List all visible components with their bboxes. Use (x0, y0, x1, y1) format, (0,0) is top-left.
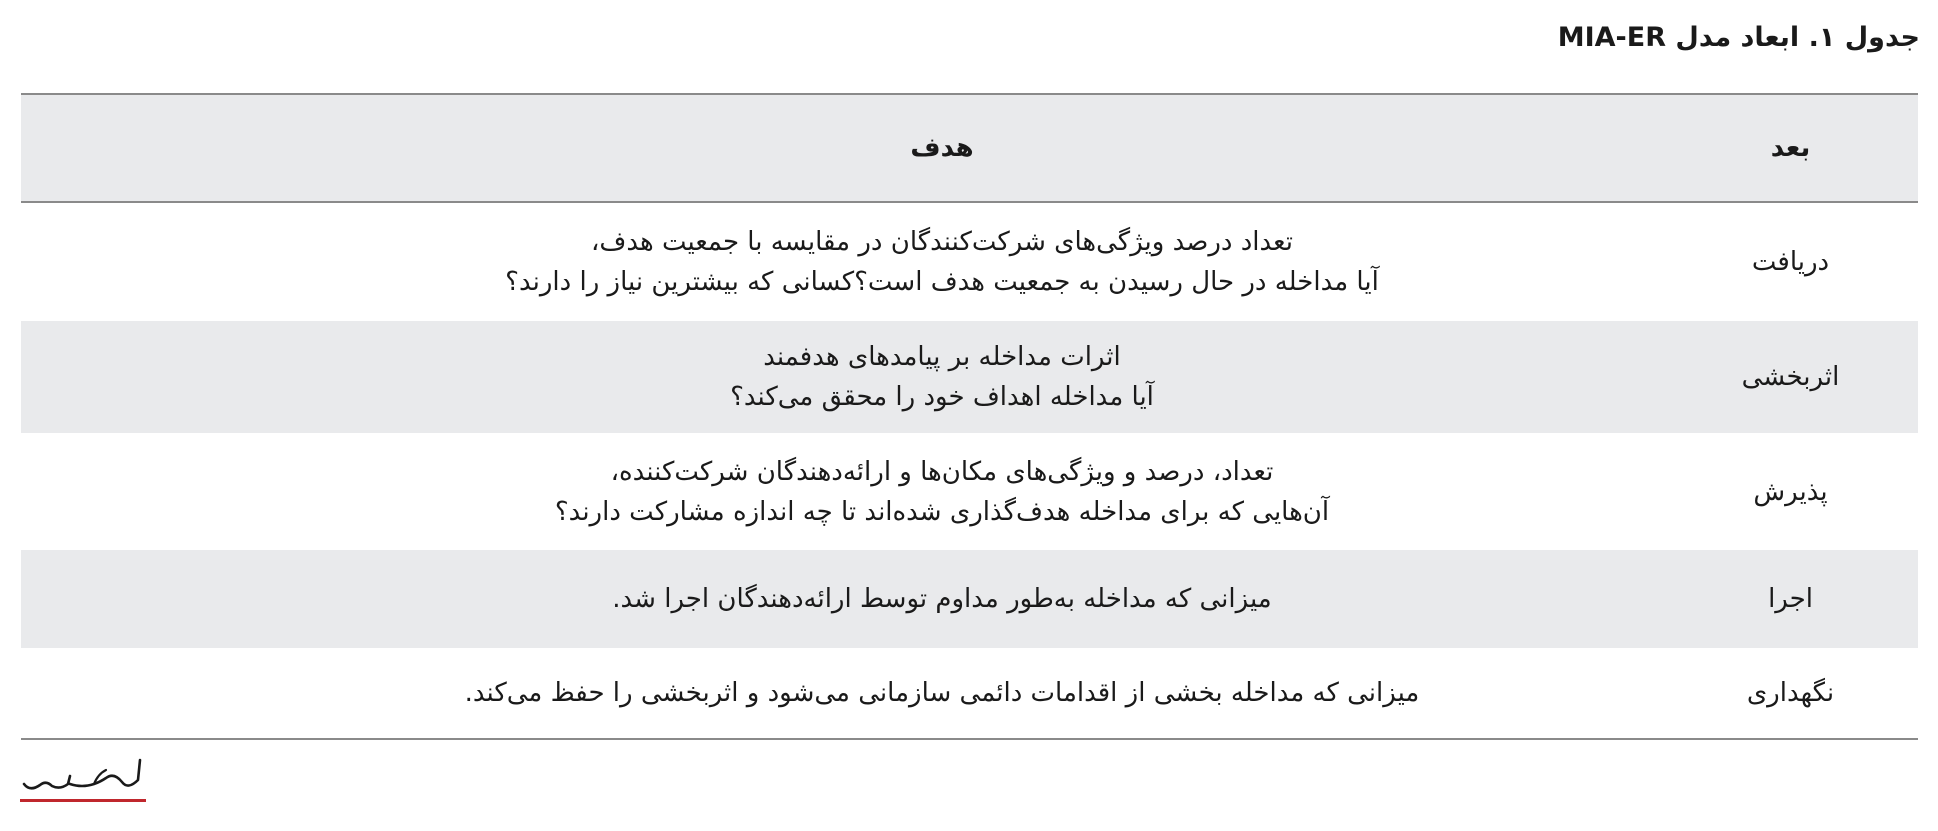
dimension-cell: نگهداری (1746, 678, 1835, 708)
goal-cell (21, 452, 1663, 532)
goal-line: تعداد، درصد و ویژگی‌های مکان‌ها و ارائه‌دهندگان شرکت‌کننده، (610, 456, 1274, 487)
goal-line: آیا مداخله در حال رسیدن به جمعیت هدف است؟کسانی که بیشترین نیاز را دارند؟ (505, 267, 1379, 297)
goal-line: میزانی که مداخله به‌طور مداوم توسط ارائه‌دهندگان اجرا شد. (612, 584, 1272, 614)
goal-line: آیا مداخله اهداف خود را محقق می‌کند؟ (730, 382, 1154, 412)
goal-line: اثرات مداخله بر پیامدهای هدفمند (763, 342, 1121, 372)
dimension-cell: دریافت (1751, 247, 1830, 277)
table-header-row (21, 95, 1918, 203)
journal-logo (20, 752, 146, 804)
dimension-cell: اثربخشی (1741, 362, 1840, 392)
goal-line: میزانی که مداخله بخشی از اقدامات دائمی سازمانی می‌شود و اثربخشی را حفظ می‌کند. (464, 678, 1420, 708)
dimension-cell: اجرا (1768, 584, 1813, 614)
dimension-cell: پذیرش (1753, 476, 1828, 507)
logo-underline (20, 799, 146, 802)
table-row (21, 203, 1918, 321)
goal-cell (21, 673, 1663, 713)
table-caption: جدول ۱. ابعاد مدل MIA-ER (1557, 22, 1920, 53)
goal-line: تعداد درصد ویژگی‌های شرکت‌کنندگان در مقایسه با جمعیت هدف، (591, 227, 1293, 257)
goal-line: آن‌هایی که برای مداخله هدف‌گذاری شده‌اند تا چه اندازه مشارکت دارند؟ (554, 496, 1330, 527)
header-dimension: بعد (1770, 133, 1811, 163)
goal-cell (21, 337, 1663, 417)
table-row (21, 648, 1918, 738)
table-row (21, 433, 1918, 550)
dimensions-table (21, 93, 1918, 740)
goal-cell (21, 579, 1663, 619)
header-goal: هدف (910, 133, 974, 163)
table-row (21, 550, 1918, 648)
table-row (21, 321, 1918, 433)
goal-cell (21, 222, 1663, 302)
